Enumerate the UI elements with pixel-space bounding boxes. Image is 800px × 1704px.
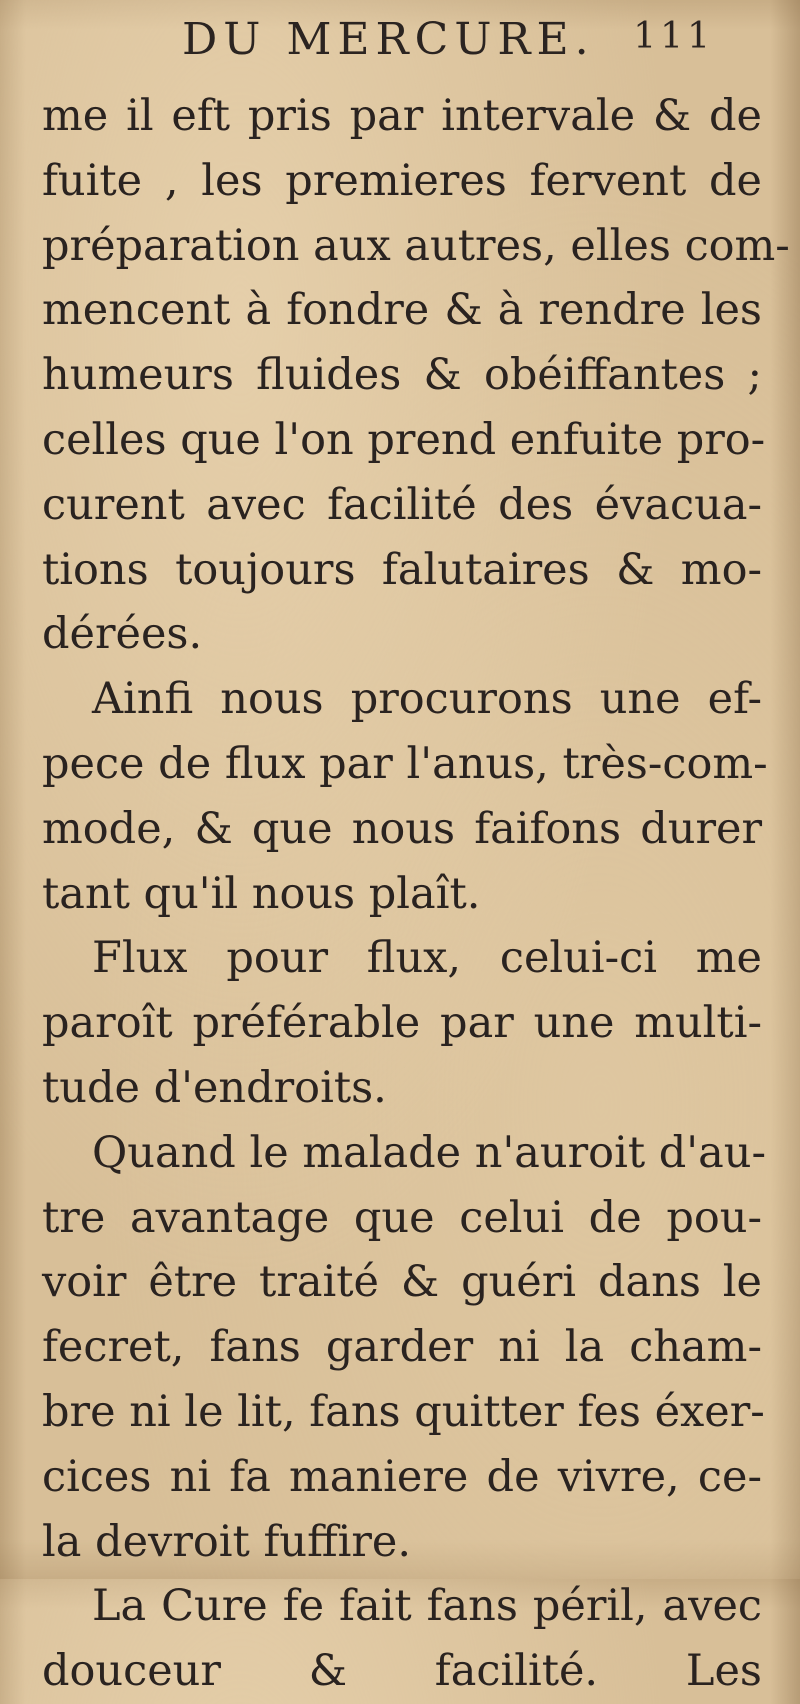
text-line: tre avantage que celui de pou- — [42, 1192, 762, 1243]
text-line: cices ni fa maniere de vivre, ce- — [42, 1451, 762, 1502]
text-line: fuite , les premieres fervent de — [42, 155, 762, 206]
paragraph-first-line: Quand le malade n'auroit d'au- — [92, 1127, 766, 1178]
text-line: paroît préférable par une multi- — [42, 998, 762, 1049]
text-line: fecret, fans garder ni la cham- — [42, 1322, 762, 1373]
paragraph-end-line: tude d'endroits. — [42, 1062, 387, 1113]
text-line: mode, & que nous faifons durer — [42, 803, 762, 854]
running-head-title: DU MERCURE. — [182, 14, 595, 65]
text-line: voir être traité & guéri dans le — [42, 1257, 762, 1308]
paragraph-first-line: La Cure fe fait fans péril, avec — [92, 1581, 762, 1632]
running-head — [182, 14, 722, 74]
paragraph-end-line: dérées. — [42, 609, 203, 660]
text-line: me il eft pris par intervale & de — [42, 91, 762, 141]
text-line: mencent à fondre & à rendre les — [42, 285, 762, 336]
text-line: tions toujours falutaires & mo- — [42, 544, 762, 595]
text-line: humeurs fluides & obéiffantes ; — [42, 350, 762, 401]
book-page — [42, 0, 790, 1697]
text-line: bre ni le lit, fans quitter fes éxer- — [42, 1386, 765, 1437]
page-number: 111 — [633, 16, 714, 57]
text-line: curent avec facilité des évacua- — [42, 479, 762, 530]
text-line: préparation aux autres, elles com- — [42, 220, 790, 271]
paragraph-first-line: Ainfi nous procurons une ef- — [92, 674, 762, 725]
body-text — [42, 84, 790, 1704]
text-line: pece de flux par l'anus, très-com- — [42, 738, 768, 789]
paragraph-end-line: la devroit fuffire. — [42, 1516, 412, 1567]
catchword-line: douceur & facilité. Les — [42, 1646, 762, 1697]
paragraph-first-line: Flux pour flux, celui-ci me — [92, 933, 762, 984]
paragraph-end-line: tant qu'il nous plaît. — [42, 868, 481, 919]
text-line: celles que l'on prend enfuite pro- — [42, 414, 766, 465]
